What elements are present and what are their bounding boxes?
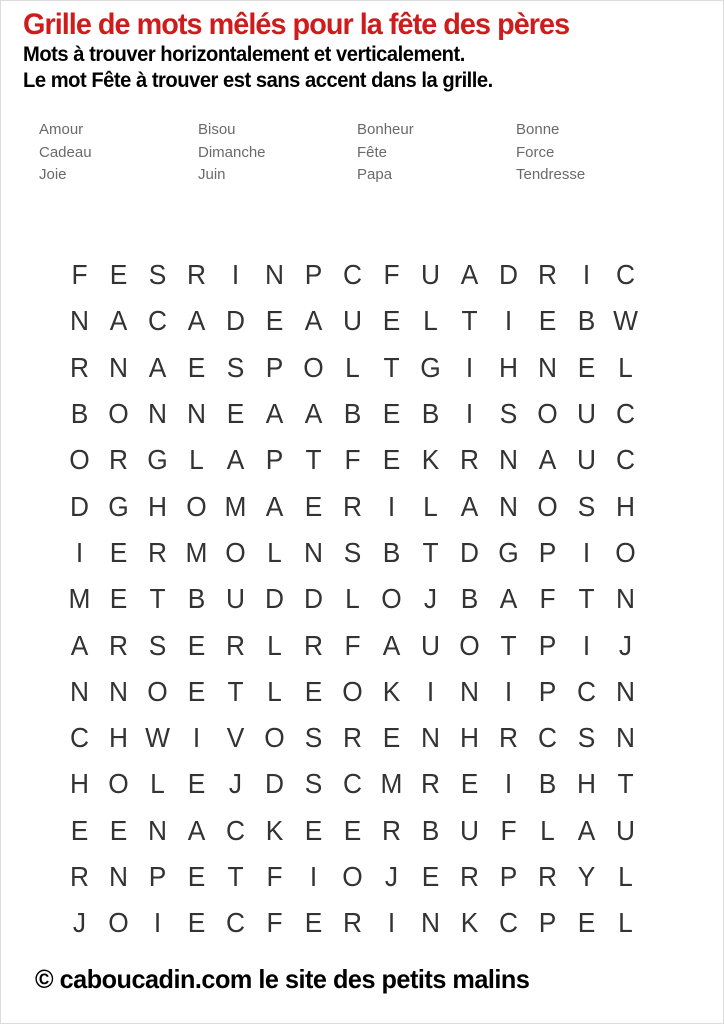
grid-letter: T <box>227 861 244 892</box>
subtitle-line-1: Mots à trouver horizontalement et verticalement. <box>23 43 465 66</box>
grid-letter: B <box>577 305 596 337</box>
grid-letter: I <box>153 907 162 939</box>
grid-letter: I <box>231 259 240 291</box>
word-list-column <box>516 119 675 187</box>
grid-letter: P <box>265 351 284 383</box>
word-list <box>39 119 675 187</box>
grid-letter: S <box>304 722 323 754</box>
grid-letter: O <box>537 398 558 430</box>
grid-letter: S <box>148 259 167 291</box>
grid-letter: E <box>70 814 89 846</box>
grid-letter: H <box>69 768 90 800</box>
grid-letter: F <box>266 861 283 892</box>
grid-letter: N <box>615 722 636 754</box>
grid-letter: H <box>459 722 480 754</box>
word-list-item: Bonne <box>516 121 560 138</box>
grid-letter: P <box>265 444 284 476</box>
grid-letter: N <box>615 675 636 707</box>
grid-letter: A <box>499 583 518 615</box>
grid-letter: T <box>461 305 478 337</box>
grid-letter: S <box>226 351 245 383</box>
grid-letter: D <box>69 490 90 522</box>
grid-letter: E <box>382 444 401 476</box>
grid-letter: F <box>344 629 361 661</box>
grid-letter: E <box>187 629 206 661</box>
grid-letter: B <box>70 398 89 430</box>
grid-letter: E <box>109 259 128 291</box>
grid-letter: I <box>387 907 396 939</box>
puzzle-grid <box>60 252 645 946</box>
grid-letter: E <box>265 305 284 337</box>
grid-letter: C <box>147 305 168 337</box>
word-list-column <box>198 119 357 187</box>
grid-letter: S <box>577 490 596 522</box>
word-list-item: Papa <box>357 166 393 183</box>
grid-letter: D <box>264 583 285 615</box>
grid-letter: E <box>304 490 323 522</box>
grid-letter: F <box>539 583 556 615</box>
grid-letter: I <box>192 722 201 754</box>
grid-letter: A <box>148 351 167 383</box>
word-list-item: Tendresse <box>516 166 586 183</box>
grid-letter: U <box>225 583 246 615</box>
grid-letter: K <box>421 444 440 476</box>
grid-letter: A <box>187 305 206 337</box>
word-list-column <box>357 119 516 187</box>
grid-letter: N <box>420 722 441 754</box>
grid-letter: B <box>538 768 557 800</box>
word-list-item: Force <box>516 143 555 161</box>
grid-letter: B <box>187 583 206 615</box>
grid-letter: P <box>304 259 323 291</box>
grid-letter: T <box>305 444 322 476</box>
grid-letter: E <box>187 907 206 939</box>
grid-letter: M <box>224 490 247 522</box>
grid-letter: T <box>227 675 244 707</box>
grid-letter: R <box>69 351 90 383</box>
grid-letter: I <box>387 490 396 522</box>
grid-letter: H <box>147 490 168 522</box>
grid-letter: I <box>504 675 513 707</box>
grid-letter: I <box>582 259 591 291</box>
grid-letter: C <box>615 259 636 291</box>
grid-letter: R <box>108 629 129 661</box>
grid-letter: I <box>504 768 513 800</box>
grid-letter: C <box>576 675 597 707</box>
grid-letter: R <box>381 814 402 846</box>
grid-letter: J <box>72 907 87 939</box>
grid-letter: U <box>420 629 441 661</box>
grid-letter: E <box>187 861 206 892</box>
grid-letter: Y <box>577 861 596 892</box>
grid-letter: T <box>383 351 400 383</box>
grid-letter: O <box>264 722 285 754</box>
grid-letter: D <box>264 768 285 800</box>
grid-letter: K <box>265 814 284 846</box>
grid-letter: C <box>615 398 636 430</box>
grid-letter: A <box>109 305 128 337</box>
grid-letter: E <box>187 768 206 800</box>
grid-letter: G <box>420 351 441 383</box>
grid-letter: A <box>226 444 245 476</box>
grid-letter: O <box>537 490 558 522</box>
grid-letter: U <box>576 398 597 430</box>
grid-letter: H <box>498 351 519 383</box>
grid-letter: D <box>303 583 324 615</box>
grid-letter: O <box>459 629 480 661</box>
grid-letter: E <box>382 398 401 430</box>
grid-letter: N <box>147 814 168 846</box>
grid-letter: J <box>384 861 399 892</box>
grid-letter: S <box>499 398 518 430</box>
grid-letter: H <box>576 768 597 800</box>
word-list-item: Juin <box>198 166 226 183</box>
grid-letter: L <box>540 814 555 846</box>
grid-letter: N <box>69 675 90 707</box>
grid-letter: J <box>618 629 633 661</box>
grid-letter: B <box>382 536 401 568</box>
word-list-item: Joie <box>39 166 67 183</box>
grid-letter: C <box>69 722 90 754</box>
grid-letter: O <box>108 768 129 800</box>
grid-letter: C <box>342 259 363 291</box>
grid-letter: S <box>343 536 362 568</box>
grid-letter: O <box>69 444 90 476</box>
grid-letter: L <box>423 305 438 337</box>
grid-letter: I <box>582 629 591 661</box>
grid-letter: F <box>383 259 400 291</box>
grid-letter: B <box>421 814 440 846</box>
grid-letter: O <box>147 675 168 707</box>
grid-letter: G <box>108 490 129 522</box>
grid-letter: I <box>465 398 474 430</box>
grid-letter: P <box>538 536 557 568</box>
grid-letter: N <box>615 583 636 615</box>
grid-letter: A <box>460 259 479 291</box>
grid-letter: E <box>109 536 128 568</box>
grid-letter: A <box>304 398 323 430</box>
footer-credit: © caboucadin.com le site des petits malins <box>35 964 530 994</box>
grid-letter: F <box>344 444 361 476</box>
subtitle-line-2: Le mot Fête à trouver est sans accent dans la grille. <box>23 69 493 92</box>
grid-letter: N <box>69 305 90 337</box>
word-list-item: Bonheur <box>357 121 414 138</box>
grid-letter: O <box>303 351 324 383</box>
grid-letter: L <box>345 583 360 615</box>
grid-letter: V <box>226 722 245 754</box>
word-list-item: Dimanche <box>198 143 266 161</box>
grid-letter: E <box>538 305 557 337</box>
grid-letter: H <box>615 490 636 522</box>
grid-letter: R <box>342 490 363 522</box>
grid-letter: C <box>615 444 636 476</box>
grid-letter: S <box>148 629 167 661</box>
grid-letter: I <box>504 305 513 337</box>
grid-letter: O <box>342 675 363 707</box>
grid-letter: L <box>150 768 165 800</box>
grid-letter: E <box>304 907 323 939</box>
grid-letter: N <box>108 675 129 707</box>
grid-letter: R <box>537 259 558 291</box>
grid-letter: G <box>498 536 519 568</box>
grid-letter: A <box>382 629 401 661</box>
grid-letter: T <box>578 583 595 615</box>
grid-letter: T <box>149 583 166 615</box>
grid-letter: M <box>380 768 403 800</box>
grid-letter: J <box>423 583 438 615</box>
grid-letter: E <box>187 675 206 707</box>
header <box>23 8 685 94</box>
grid-letter: P <box>148 861 167 892</box>
grid-letter: C <box>225 907 246 939</box>
grid-letter: N <box>459 675 480 707</box>
word-list-item: Fête <box>357 143 388 161</box>
word-list-item: Cadeau <box>39 143 92 161</box>
grid-letter: E <box>187 351 206 383</box>
grid-letter: I <box>309 861 318 892</box>
grid-letter: A <box>538 444 557 476</box>
grid-letter: S <box>577 722 596 754</box>
grid-letter: U <box>459 814 480 846</box>
grid-letter: R <box>342 907 363 939</box>
grid-letter: R <box>69 861 90 892</box>
grid-letter: I <box>426 675 435 707</box>
grid-letter: W <box>613 305 638 337</box>
word-list-item: Bisou <box>198 121 236 138</box>
grid-letter: B <box>421 398 440 430</box>
grid-letter: L <box>345 351 360 383</box>
grid-letter: T <box>500 629 517 661</box>
grid-letter: L <box>267 675 282 707</box>
grid-letter: N <box>108 351 129 383</box>
grid-letter: K <box>382 675 401 707</box>
grid-letter: J <box>228 768 243 800</box>
grid-letter: C <box>342 768 363 800</box>
grid-letter: R <box>108 444 129 476</box>
grid-letter: E <box>577 351 596 383</box>
grid-letter: U <box>615 814 636 846</box>
grid-letter: R <box>342 722 363 754</box>
grid-letter: I <box>582 536 591 568</box>
grid-letter: R <box>225 629 246 661</box>
grid-letter: N <box>420 907 441 939</box>
grid-letter: M <box>185 536 208 568</box>
grid-letter: D <box>498 259 519 291</box>
grid-letter: D <box>459 536 480 568</box>
grid-letter: E <box>421 861 440 892</box>
grid-letter: O <box>342 861 363 892</box>
grid-letter: T <box>422 536 439 568</box>
grid-letter: E <box>304 675 323 707</box>
grid-letter: P <box>538 907 557 939</box>
grid-letter: I <box>465 351 474 383</box>
grid-letter: W <box>145 722 170 754</box>
grid-letter: R <box>303 629 324 661</box>
grid-letter: O <box>186 490 207 522</box>
grid-letter: A <box>70 629 89 661</box>
grid-letter: L <box>618 351 633 383</box>
grid-letter: H <box>108 722 129 754</box>
grid-letter: O <box>381 583 402 615</box>
grid-letter: N <box>186 398 207 430</box>
grid-letter: C <box>537 722 558 754</box>
grid-letter: F <box>500 814 517 846</box>
grid-letter: L <box>189 444 204 476</box>
grid-letter: N <box>303 536 324 568</box>
grid-letter: C <box>498 907 519 939</box>
grid-letter: E <box>343 814 362 846</box>
grid-letter: R <box>498 722 519 754</box>
grid-letter: N <box>537 351 558 383</box>
grid-letter: L <box>267 536 282 568</box>
grid-letter: R <box>186 259 207 291</box>
grid-letter: R <box>147 536 168 568</box>
grid-letter: S <box>304 768 323 800</box>
grid-letter: E <box>382 305 401 337</box>
grid-letter: F <box>266 907 283 939</box>
grid-letter: N <box>264 259 285 291</box>
grid-letter: A <box>460 490 479 522</box>
grid-letter: L <box>618 907 633 939</box>
word-list-item: Amour <box>39 121 84 138</box>
page-title: Grille de mots mêlés pour la fête des pères <box>23 8 570 41</box>
grid-letter: L <box>267 629 282 661</box>
grid-letter: U <box>342 305 363 337</box>
grid-letter: R <box>420 768 441 800</box>
grid-letter: M <box>68 583 91 615</box>
grid-letter: E <box>304 814 323 846</box>
grid-letter: R <box>459 861 480 892</box>
grid-letter: E <box>577 907 596 939</box>
grid-letter: L <box>423 490 438 522</box>
grid-letter: E <box>382 722 401 754</box>
grid-letter: R <box>459 444 480 476</box>
grid-letter: O <box>108 907 129 939</box>
grid-letter: A <box>265 398 284 430</box>
grid-letter: A <box>187 814 206 846</box>
grid-letter: I <box>75 536 84 568</box>
grid-letter: C <box>225 814 246 846</box>
grid-letter: A <box>265 490 284 522</box>
grid-letter: O <box>615 536 636 568</box>
grid-letter: N <box>498 444 519 476</box>
grid-letter: O <box>225 536 246 568</box>
grid-letter: E <box>109 583 128 615</box>
grid-letter: T <box>617 768 634 800</box>
grid-letter: D <box>225 305 246 337</box>
grid-letter: E <box>460 768 479 800</box>
grid-letter: A <box>304 305 323 337</box>
grid-letter: P <box>538 629 557 661</box>
grid-letter: E <box>109 814 128 846</box>
grid-letter: K <box>460 907 479 939</box>
grid-letter: P <box>499 861 518 892</box>
grid-letter: R <box>537 861 558 892</box>
grid-letter: N <box>498 490 519 522</box>
grid-letter: O <box>108 398 129 430</box>
grid-letter: U <box>420 259 441 291</box>
grid-letter: G <box>147 444 168 476</box>
word-list-column <box>39 119 198 187</box>
grid-letter: U <box>576 444 597 476</box>
grid-letter: P <box>538 675 557 707</box>
grid-letter: B <box>460 583 479 615</box>
grid-letter: E <box>226 398 245 430</box>
grid-letter: B <box>343 398 362 430</box>
grid-letter: N <box>147 398 168 430</box>
grid-letter: L <box>618 861 633 892</box>
grid-letter: A <box>577 814 596 846</box>
grid-letter: F <box>71 259 88 291</box>
grid-letter: N <box>108 861 129 892</box>
